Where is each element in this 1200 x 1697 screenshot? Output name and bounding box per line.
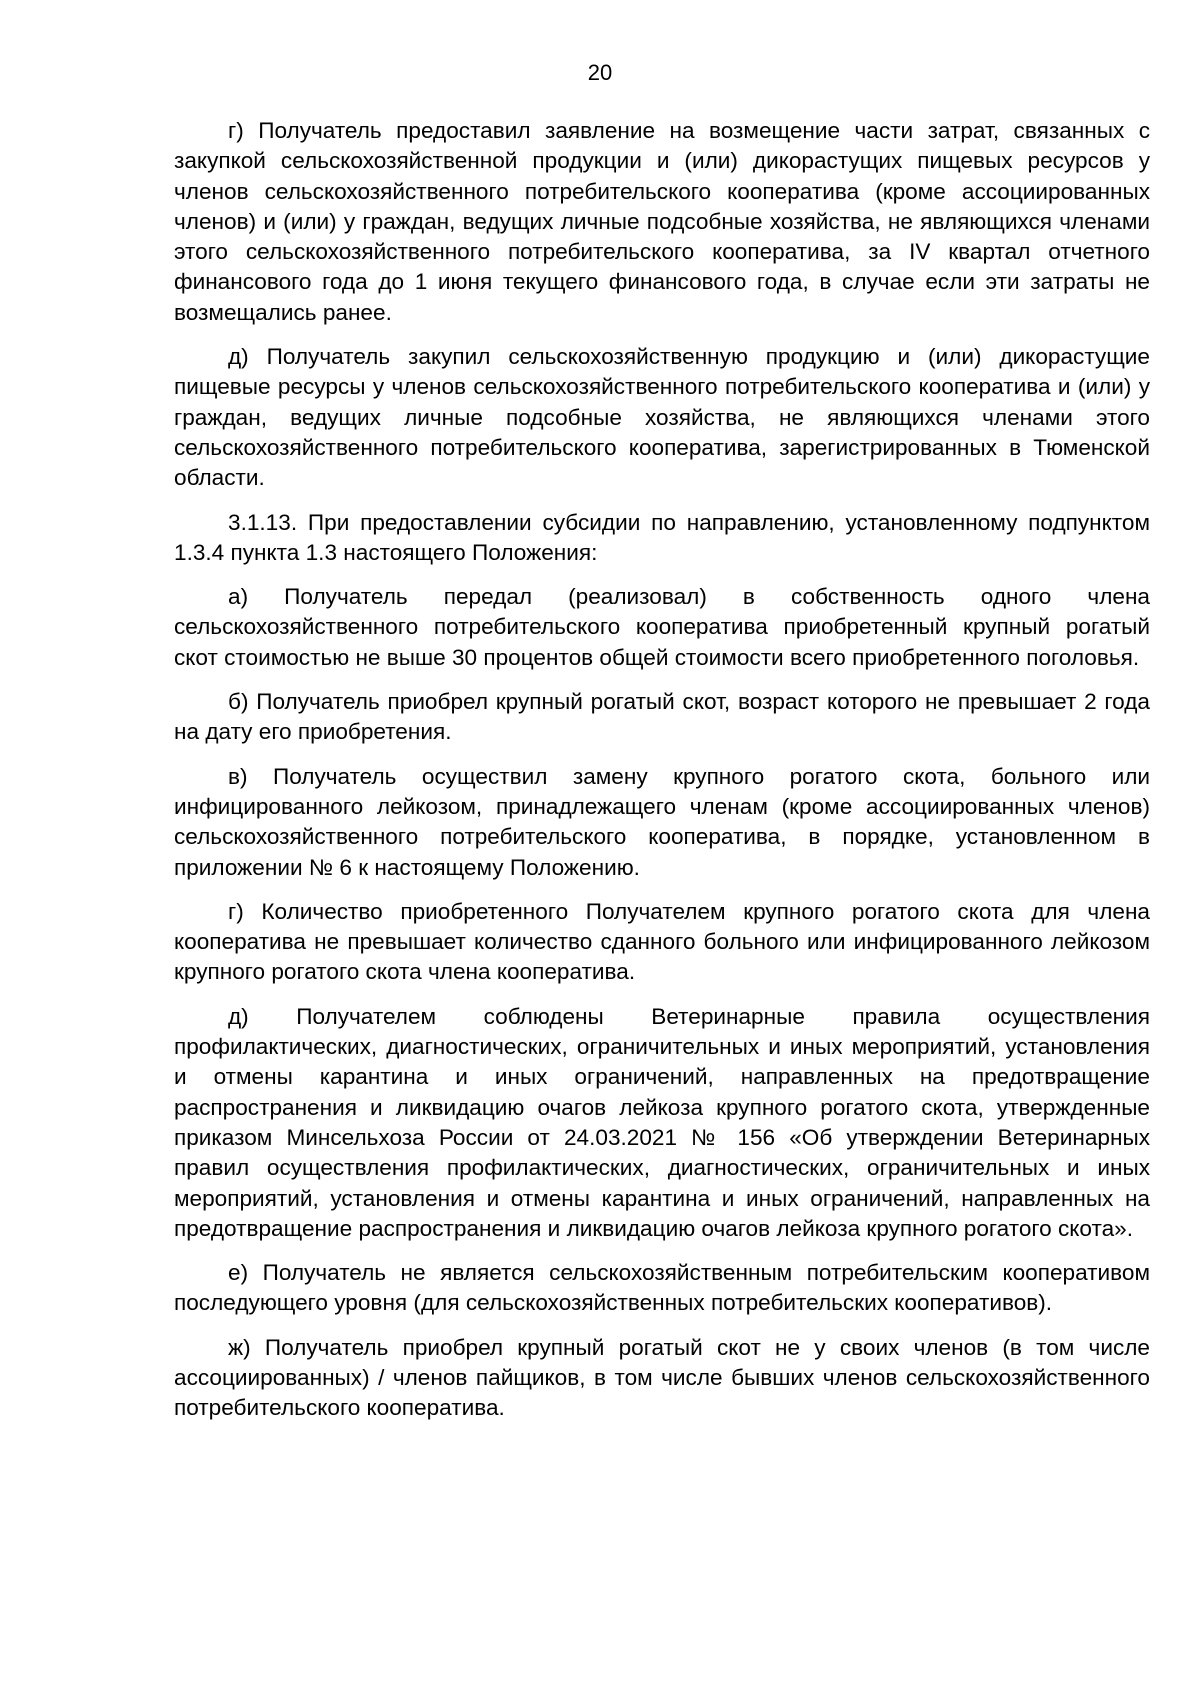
paragraph-e-cooperative-level: е) Получатель не является сельскохозяйственным потребительским кооперативом последующего уровня (для сельскохозяйственных потребительских кооперативов).: [174, 1260, 1150, 1316]
page-number: 20: [587, 60, 613, 85]
paragraph-g-quantity: г) Количество приобретенного Получателем крупного рогатого скота для члена кооператива не превышает количество сданного больного или инфицированного лейкозом крупного рогатого скота члена кооператива.: [174, 898, 1150, 985]
paragraph-zh-purchase-source: ж) Получатель приобрел крупный рогатый скот не у своих членов (в том числе ассоциированных) / членов пайщиков, в том числе бывших членов сельскохозяйственного потребительского кооператива.: [174, 1334, 1150, 1421]
paragraph-g-application: г) Получатель предоставил заявление на возмещение части затрат, связанных с закупкой сельскохозяйственной продукции и (или) дикорастущих пищевых ресурсов у членов сельскохозяйственного потребительского кооператива (кроме ассоциированных членов) и (или) у граждан, ведущих личные подсобные хозяйства, не являющихся членами этого сельскохозяйственного потребительского кооператива, за IV квартал отчетного финансового года до 1 июня текущего финансового года, в случае если эти затраты не возмещались ранее.: [174, 118, 1150, 325]
paragraph-d-veterinary-rules: д) Получателем соблюдены Ветеринарные правила осуществления профилактических, диагностических, ограничительных и иных мероприятий, установления и отмены карантина и иных ограничений, направленных на предотвращение распространения и ликвидацию очагов лейкоза крупного рогатого скота, утвержденные приказом Минсельхоза России от 24.03.2021 № 156 «Об утверждении Ветеринарных правил осуществления профилактических, диагностических, ограничительных и иных мероприятий, установления и отмены карантина и иных ограничений, направленных на предотвращение распространения и ликвидацию очагов лейкоза крупного рогатого скота».: [174, 1003, 1150, 1241]
paragraph-d-purchase: д) Получатель закупил сельскохозяйственную продукцию и (или) дикорастущие пищевые ресурсы у членов сельскохозяйственного потребительского кооператива и (или) у граждан, ведущих личные подсобные хозяйства, не являющихся членами этого сельскохозяйственного потребительского кооператива, зарегистрированных в Тюменской области.: [174, 344, 1150, 491]
paragraph-b-age: б) Получатель приобрел крупный рогатый скот, возраст которого не превышает 2 года на дату его приобретения.: [174, 689, 1150, 745]
paragraph-3-1-13: 3.1.13. При предоставлении субсидии по направлению, установленному подпунктом 1.3.4 пункта 1.3 настоящего Положения:: [174, 509, 1150, 565]
paragraph-a-transfer: а) Получатель передал (реализовал) в собственность одного члена сельскохозяйственного потребительского кооператива приобретенный крупный рогатый скот стоимостью не выше 30 процентов общей стоимости всего приобретенного поголовья.: [174, 584, 1150, 670]
paragraph-v-replacement: в) Получатель осуществил замену крупного рогатого скота, больного или инфицированного лейкозом, принадлежащего членам (кроме ассоциированных членов) сельскохозяйственного потребительского кооператива, в порядке, установленном в приложении № 6 к настоящему Положению.: [174, 763, 1150, 880]
document-body: [174, 116, 1150, 1438]
